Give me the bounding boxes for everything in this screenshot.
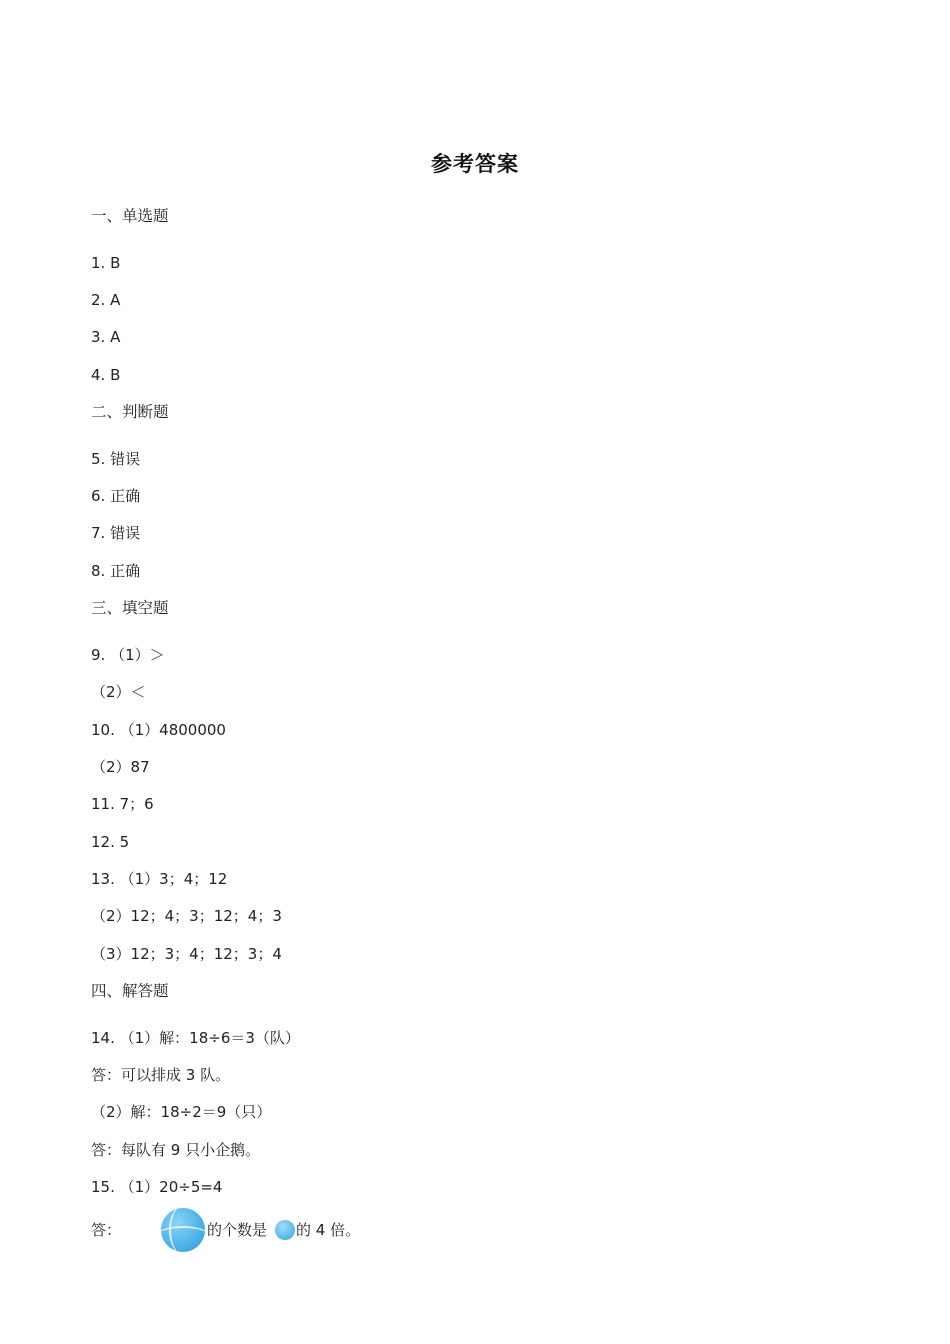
section-heading-fill-blank: 三、填空题 [91, 599, 169, 617]
answer-9-part-1: 9. （1）＞ [91, 646, 165, 664]
answer-9-part-2: （2）＜ [91, 683, 146, 701]
basketball-icon [161, 1208, 205, 1252]
answer-10-part-1: 10. （1）4800000 [91, 721, 226, 739]
answer-4: 4. B [91, 366, 121, 384]
answer-13-part-3: （3）12；3；4；12；3；4 [91, 945, 282, 963]
answer-6: 6. 正确 [91, 487, 141, 505]
answer-15-part-1: 15. （1）20÷5=4 [91, 1178, 223, 1196]
answer-7: 7. 错误 [91, 524, 141, 542]
answer-14-part-3: （2）解：18÷2＝9（只） [91, 1103, 272, 1121]
answer-2: 2. A [91, 291, 121, 309]
answer-15-suffix: 的 4 倍。 [296, 1221, 361, 1239]
answer-8: 8. 正确 [91, 562, 141, 580]
section-heading-single-choice: 一、单选题 [91, 207, 169, 225]
answer-14-part-1: 14. （1）解：18÷6＝3（队） [91, 1029, 300, 1047]
answer-15-prefix: 答： [91, 1221, 122, 1239]
small-ball-icon [275, 1220, 295, 1240]
answer-12: 12. 5 [91, 833, 130, 851]
answer-14-part-4: 答：每队有 9 只小企鹅。 [91, 1141, 261, 1159]
answer-13-part-2: （2）12；4；3；12；4；3 [91, 907, 282, 925]
answer-14-part-2: 答：可以排成 3 队。 [91, 1066, 231, 1084]
answer-13-part-1: 13. （1）3；4；12 [91, 870, 228, 888]
page-title: 参考答案 [431, 152, 519, 176]
answer-3: 3. A [91, 328, 121, 346]
answer-5: 5. 错误 [91, 450, 141, 468]
answer-15-middle: 的个数是 [207, 1221, 268, 1239]
answer-11: 11. 7；6 [91, 795, 154, 813]
answer-15-part-2 [91, 1208, 360, 1252]
section-heading-true-false: 二、判断题 [91, 403, 169, 421]
answer-10-part-2: （2）87 [91, 758, 150, 776]
answer-1: 1. B [91, 254, 121, 272]
section-heading-solve: 四、解答题 [91, 982, 169, 1000]
